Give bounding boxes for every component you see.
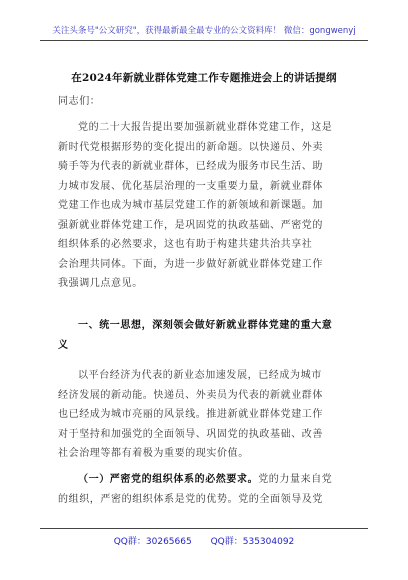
- paragraph-line: 以平台经济为代表的新业态加速发展，已经成为城市: [78, 370, 322, 381]
- paragraph-line: 社会治理等都有着极为重要的现实价值。: [58, 448, 249, 459]
- section-heading-1: [58, 316, 354, 355]
- subsection-heading: （一）严密党的组织体系的必然要求。: [78, 474, 259, 485]
- salutation: [58, 92, 354, 112]
- qq-group-1: QQ群：30265665: [113, 537, 192, 547]
- paragraph-line: 力城市发展、优化基层治理的一支重要力量，新就业群体: [58, 180, 323, 192]
- document-title: 在2024年新就业群体党建工作专题推进会上的讲话提纲: [71, 72, 337, 84]
- header-note: 关注头条号"公文研究"，获得最新最全最专业的公文资料库！ 微信：gongwenyj: [52, 26, 356, 36]
- paragraph-line: 强新就业群体党建工作，是巩固党的执政基础、严密党的: [58, 219, 323, 231]
- paragraph-line: 的组织，严密的组织体系是党的优势。党的全面领导及党: [58, 493, 323, 505]
- paragraph-line: 经济发展的新动能。快递员、外卖员为代表的新就业群体: [58, 389, 323, 401]
- paragraph-line: 党的二十大报告提出要加强新就业群体党建工作，这是: [78, 122, 333, 133]
- qq-group-2: QQ群：535304092: [210, 537, 295, 547]
- heading-line: 义: [58, 339, 69, 351]
- paragraph-line: 党建工作也成为城市基层党建工作的新领域和新课题。加: [58, 200, 323, 211]
- paragraph-line: 骑手等为代表的新就业群体，已经成为服务市民生活、助: [58, 161, 323, 172]
- paragraph-2: [58, 366, 354, 464]
- heading-line: 一、统一思想，深刻领会做好新就业群体党建的重大意: [78, 320, 333, 331]
- paragraph-line: [58, 470, 354, 490]
- paragraph-line: 对于坚持和加强党的全面领导、巩固党的执政基础、改善: [58, 428, 323, 440]
- paragraph-3: [58, 470, 354, 509]
- subsection-text: 党的力量来自党: [258, 474, 333, 485]
- paragraph-line: 我强调几点意见。: [58, 278, 143, 289]
- paragraph-line: 组织体系的必然要求，这也有助于构建共建共治共享社: [58, 239, 313, 250]
- footer: [40, 534, 368, 547]
- footer-divider: [40, 528, 368, 529]
- paragraph-1: [58, 118, 354, 294]
- paragraph-line: 新时代党根据形势的变化提出的新命题。以快递员、外卖: [58, 141, 323, 153]
- paragraph-line: 会治理共同体。下面，为进一步做好新就业群体党建工作: [58, 258, 323, 270]
- paragraph-line: 也已经成为城市亮丽的风景线。推进新就业群体党建工作: [58, 409, 323, 420]
- salutation-text: 同志们：: [58, 96, 101, 107]
- header-divider: [40, 40, 368, 41]
